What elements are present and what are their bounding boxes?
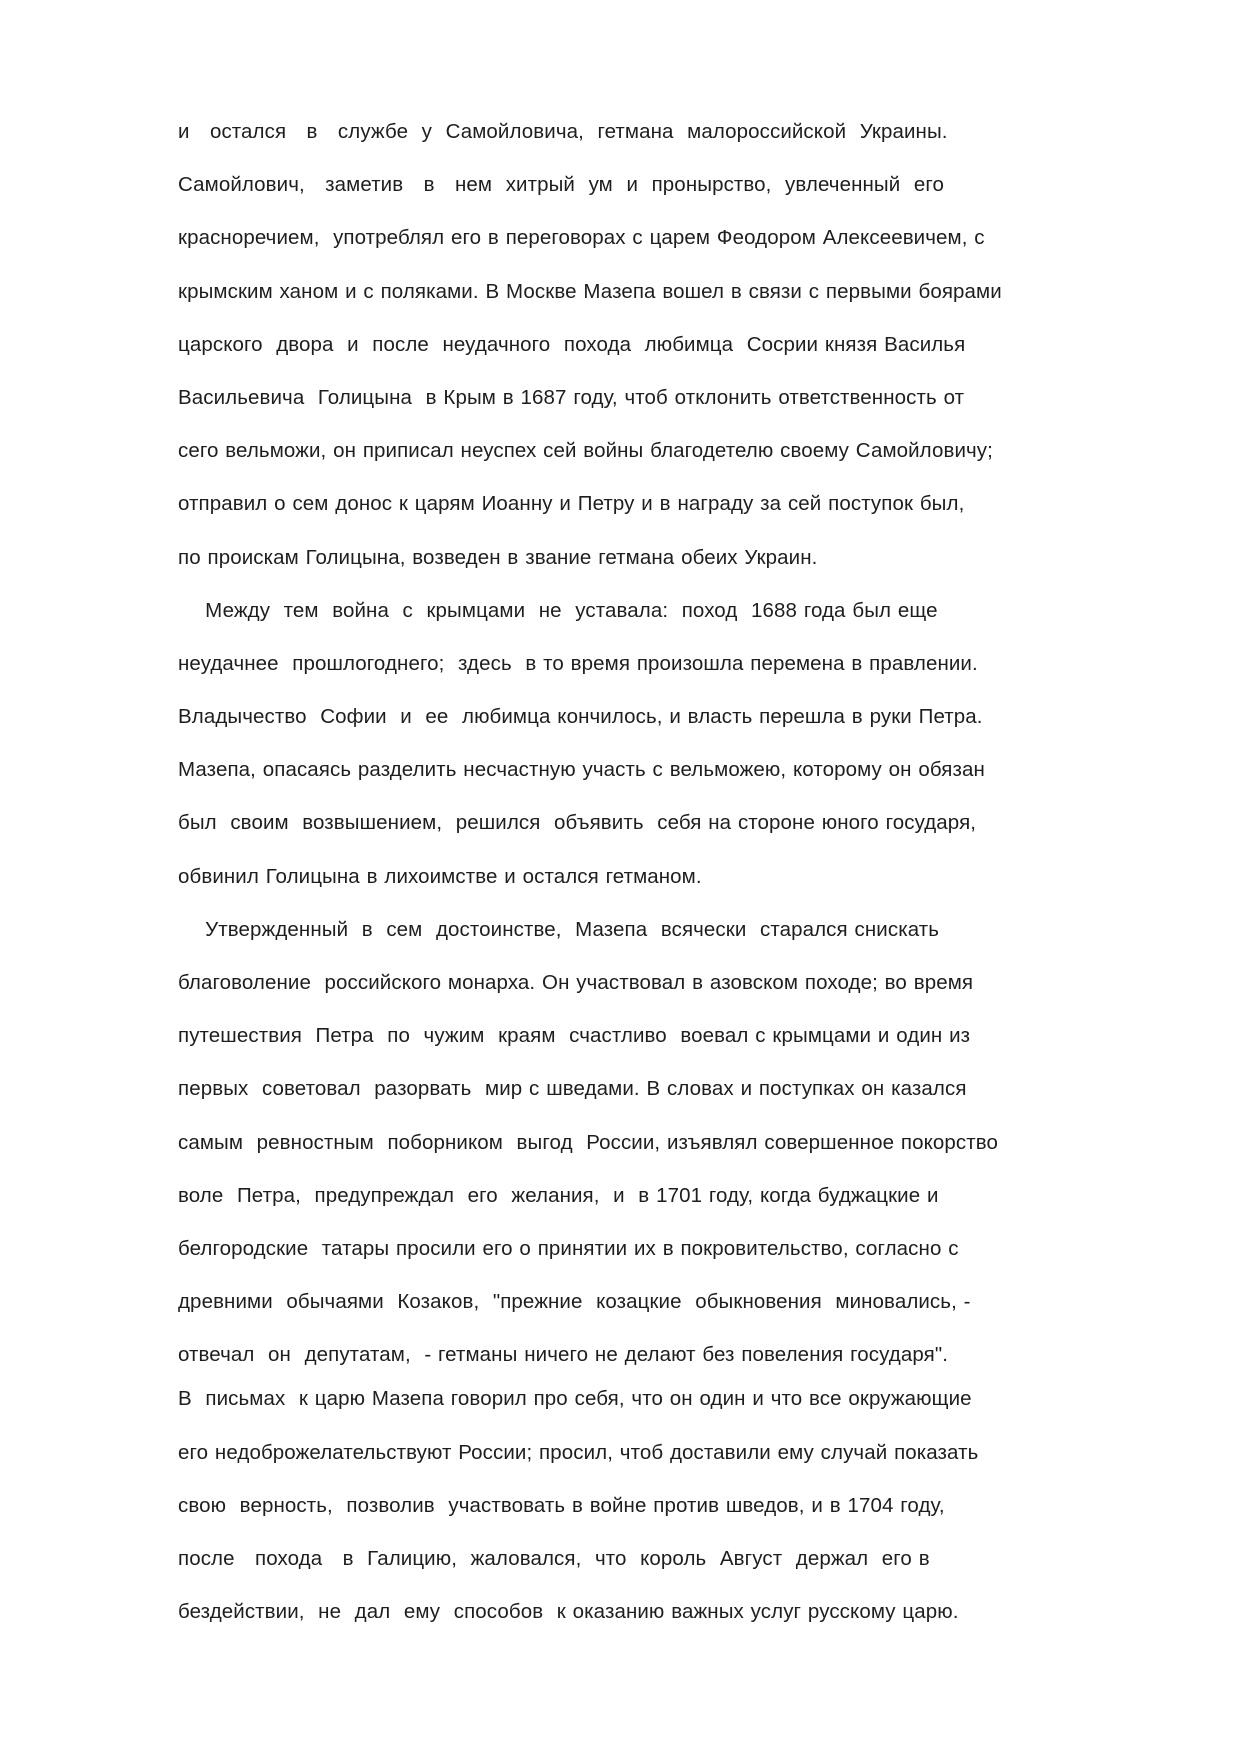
- text-line: древними обычаями Козаков, "прежние козацкие обыкновения миновались, -: [178, 1290, 971, 1314]
- text-line: крымским ханом и с поляками. В Москве Мазепа вошел в связи с первыми боярами: [178, 279, 1002, 303]
- text-line: воле Петра, предупреждал его желания, и в 1701 году, когда буджацкие и: [178, 1183, 939, 1207]
- text-line: сего вельможи, он приписал неуспех сей войны благодетелю своему Самойловичу;: [178, 439, 993, 463]
- paragraph-start-line: Между тем война с крымцами не уставала: поход 1688 года был еще: [178, 598, 938, 622]
- text-line: бездействии, не дал ему способов к оказанию важных услуг русскому царю.: [178, 1600, 959, 1624]
- text-line: и остался в службе у Самойловича, гетмана малороссийской Украины.: [178, 120, 948, 143]
- text-line: был своим возвышением, решился объявить себя на стороне юного государя,: [178, 811, 977, 835]
- paragraph-start-line: Утвержденный в сем достоинстве, Мазепа всячески старался снискать: [178, 917, 940, 941]
- text-line: отправил о сем донос к царям Иоанну и Петру и в награду за сей поступок был,: [178, 492, 965, 516]
- text-line: его недоброжелательствуют России; просил, чтоб доставили ему случай показать: [178, 1440, 979, 1464]
- text-line: Самойлович, заметив в нем хитрый ум и пронырство, увлеченный его: [178, 173, 945, 197]
- text-line: Васильевича Голицына в Крым в 1687 году, чтоб отклонить ответственность от: [178, 385, 965, 409]
- text-line: отвечал он депутатам, - гетманы ничего не делают без повеления государя".: [178, 1343, 949, 1367]
- body-text: [178, 112, 1038, 1645]
- text-line: неудачнее прошлогоднего; здесь в то время произошла перемена в правлении.: [178, 651, 978, 675]
- text-line: обвинил Голицына в лихоимстве и остался гетманом.: [178, 864, 702, 888]
- text-line: путешествия Петра по чужим краям счастливо воевал с крымцами и один из: [178, 1024, 971, 1048]
- text-line: благоволение российского монарха. Он участвовал в азовском походе; во время: [178, 971, 974, 994]
- text-line: белгородские татары просили его о принятии их в покровительство, согласно с: [178, 1236, 959, 1260]
- text-line: первых советовал разорвать мир с шведами. В словах и поступках он казался: [178, 1077, 967, 1101]
- text-line: по проискам Голицына, возведен в звание гетмана обеих Украин.: [178, 545, 818, 569]
- text-line: свою верность, позволив участвовать в войне против шведов, и в 1704 году,: [178, 1493, 945, 1517]
- text-line: красноречием, употреблял его в переговорах с царем Феодором Алексеевичем, с: [178, 226, 985, 250]
- text-line: царского двора и после неудачного похода любимца Сосрии князя Василья: [178, 332, 966, 356]
- text-line: Владычество Софии и ее любимца кончилось, и власть перешла в руки Петра.: [178, 705, 983, 729]
- text-line: самым ревностным поборником выгод России, изъявлял совершенное покорство: [178, 1130, 998, 1154]
- text-line: Мазепа, опасаясь разделить несчастную участь с вельможею, которому он обязан: [178, 758, 985, 782]
- paragraph-start-line: В письмах к царю Мазепа говорил про себя, что он один и что все окружающие: [178, 1387, 972, 1411]
- text-line: после похода в Галицию, жаловался, что король Август держал его в: [178, 1546, 930, 1570]
